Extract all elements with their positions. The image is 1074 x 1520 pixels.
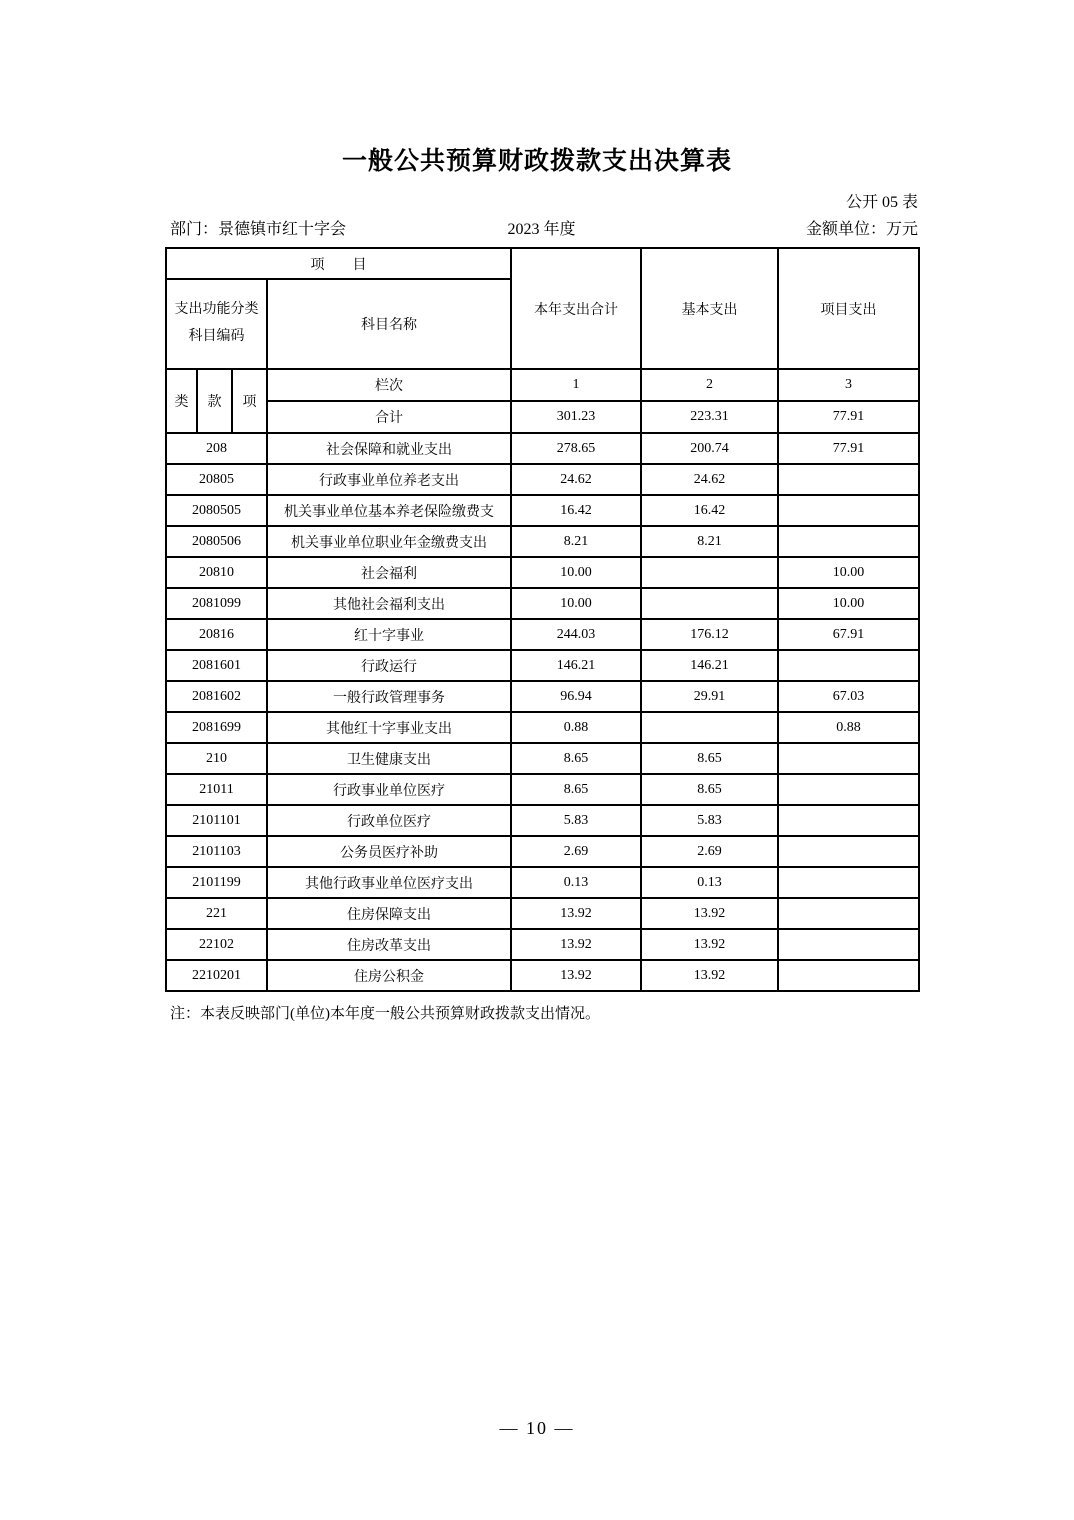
total-expenditure-cell: 2.69: [511, 836, 641, 867]
subject-name-cell: 行政事业单位养老支出: [267, 464, 511, 495]
function-code-cell: 2081699: [166, 712, 267, 743]
basic-expenditure-cell: [641, 712, 778, 743]
table-row: [166, 867, 919, 898]
project-expenditure-cell: [778, 898, 919, 929]
table-row: [166, 929, 919, 960]
basic-expenditure-cell: 5.83: [641, 805, 778, 836]
header-function-code-line1: 支出功能分类: [174, 302, 259, 318]
project-expenditure-cell: [778, 774, 919, 805]
total-expenditure-cell: 13.92: [511, 898, 641, 929]
header-section: 款: [197, 369, 232, 433]
header-project-expenditure: 项目支出: [778, 248, 919, 369]
table-row: [166, 588, 919, 619]
project-expenditure-cell: [778, 929, 919, 960]
total-expenditure-cell: 10.00: [511, 588, 641, 619]
footnote: 注：本表反映部门(单位)本年度一般公共预算财政拨款支出情况。: [170, 1006, 600, 1022]
project-expenditure-cell: [778, 805, 919, 836]
project-expenditure-cell: 10.00: [778, 588, 919, 619]
basic-expenditure-cell: 24.62: [641, 464, 778, 495]
total-expenditure-cell: 8.65: [511, 774, 641, 805]
table-row: [166, 619, 919, 650]
project-expenditure-cell: [778, 867, 919, 898]
total-row: [166, 401, 919, 433]
table-code-label: 公开 05 表: [845, 194, 918, 211]
total-expenditure-cell: 96.94: [511, 681, 641, 712]
function-code-cell: 2081099: [166, 588, 267, 619]
budget-table: [165, 247, 920, 992]
header-item: 项: [232, 369, 267, 433]
project-expenditure-cell: [778, 743, 919, 774]
function-code-cell: 2101103: [166, 836, 267, 867]
function-code-cell: 2210201: [166, 960, 267, 991]
function-code-cell: 2081602: [166, 681, 267, 712]
project-expenditure-cell: 0.88: [778, 712, 919, 743]
function-code-cell: 221: [166, 898, 267, 929]
basic-expenditure-cell: 8.65: [641, 743, 778, 774]
basic-expenditure-cell: 16.42: [641, 495, 778, 526]
subject-name-cell: 行政事业单位医疗: [267, 774, 511, 805]
total-expenditure-cell: 0.88: [511, 712, 641, 743]
function-code-cell: 2080505: [166, 495, 267, 526]
page-title: 一般公共预算财政拨款支出决算表: [341, 147, 732, 175]
subject-name-cell: 行政运行: [267, 650, 511, 681]
function-code-cell: 22102: [166, 929, 267, 960]
table-row: [166, 712, 919, 743]
function-code-cell: 210: [166, 743, 267, 774]
total-label: 合计: [267, 401, 511, 433]
function-code-cell: 20805: [166, 464, 267, 495]
project-expenditure-cell: 67.91: [778, 619, 919, 650]
subject-name-cell: 行政单位医疗: [267, 805, 511, 836]
basic-expenditure-cell: 200.74: [641, 433, 778, 464]
subject-name-cell: 一般行政管理事务: [267, 681, 511, 712]
basic-expenditure-cell: [641, 557, 778, 588]
total-sum-cell: 301.23: [511, 401, 641, 433]
subject-name-cell: 其他红十字事业支出: [267, 712, 511, 743]
total-expenditure-cell: 0.13: [511, 867, 641, 898]
basic-expenditure-cell: 2.69: [641, 836, 778, 867]
table-body: [166, 433, 919, 991]
header-category: 类: [166, 369, 197, 433]
total-basic-cell: 223.31: [641, 401, 778, 433]
table-row: [166, 898, 919, 929]
table-row: [166, 681, 919, 712]
table-row: [166, 774, 919, 805]
table-row: [166, 526, 919, 557]
header-function-code: [166, 279, 267, 369]
function-code-cell: 20810: [166, 557, 267, 588]
basic-expenditure-cell: 0.13: [641, 867, 778, 898]
department-label: 部门：景德镇市红十字会: [170, 221, 347, 238]
total-expenditure-cell: 5.83: [511, 805, 641, 836]
function-code-cell: 2101101: [166, 805, 267, 836]
table-row: [166, 495, 919, 526]
basic-expenditure-cell: 146.21: [641, 650, 778, 681]
fiscal-year-label: 2023 年度: [507, 221, 576, 238]
subject-name-cell: 机关事业单位基本养老保险缴费支: [267, 495, 511, 526]
project-expenditure-cell: 67.03: [778, 681, 919, 712]
total-expenditure-cell: 146.21: [511, 650, 641, 681]
meta-row: [165, 216, 918, 240]
amount-unit-label: 金额单位：万元: [805, 221, 918, 238]
basic-expenditure-cell: 8.65: [641, 774, 778, 805]
project-expenditure-cell: 77.91: [778, 433, 919, 464]
header-basic-expenditure: 基本支出: [641, 248, 778, 369]
table-row: [166, 650, 919, 681]
basic-expenditure-cell: 13.92: [641, 929, 778, 960]
project-expenditure-cell: [778, 836, 919, 867]
basic-expenditure-cell: 8.21: [641, 526, 778, 557]
total-expenditure-cell: 244.03: [511, 619, 641, 650]
subject-name-cell: 红十字事业: [267, 619, 511, 650]
subject-name-cell: 机关事业单位职业年金缴费支出: [267, 526, 511, 557]
table-row: [166, 557, 919, 588]
subject-name-cell: 住房公积金: [267, 960, 511, 991]
subject-name-cell: 社会福利: [267, 557, 511, 588]
total-expenditure-cell: 8.21: [511, 526, 641, 557]
table-row: [166, 836, 919, 867]
header-subject-name: 科目名称: [267, 279, 511, 369]
function-code-cell: 20816: [166, 619, 267, 650]
total-expenditure-cell: 278.65: [511, 433, 641, 464]
header-function-code-line2: 科目编码: [188, 329, 245, 344]
basic-expenditure-cell: 29.91: [641, 681, 778, 712]
basic-expenditure-cell: [641, 588, 778, 619]
basic-expenditure-cell: 176.12: [641, 619, 778, 650]
function-code-cell: 208: [166, 433, 267, 464]
subject-name-cell: 住房改革支出: [267, 929, 511, 960]
subject-name-cell: 卫生健康支出: [267, 743, 511, 774]
header-lane-label: 栏次: [267, 369, 511, 401]
project-expenditure-cell: [778, 650, 919, 681]
project-expenditure-cell: 10.00: [778, 557, 919, 588]
function-code-cell: 2101199: [166, 867, 267, 898]
basic-expenditure-cell: 13.92: [641, 960, 778, 991]
project-expenditure-cell: [778, 464, 919, 495]
subject-name-cell: 其他行政事业单位医疗支出: [267, 867, 511, 898]
header-total-expenditure: 本年支出合计: [511, 248, 641, 369]
function-code-cell: 2081601: [166, 650, 267, 681]
header-row-lanes: [166, 369, 919, 401]
table-row: [166, 433, 919, 464]
function-code-cell: 21011: [166, 774, 267, 805]
page-number: — 10 —: [499, 1418, 575, 1438]
header-row-project: [166, 248, 919, 279]
subject-name-cell: 住房保障支出: [267, 898, 511, 929]
function-code-cell: 2080506: [166, 526, 267, 557]
header-lane-1: 1: [511, 369, 641, 401]
project-expenditure-cell: [778, 526, 919, 557]
header-project: 项 目: [166, 248, 511, 279]
table-row: [166, 464, 919, 495]
total-expenditure-cell: 24.62: [511, 464, 641, 495]
subject-name-cell: 社会保障和就业支出: [267, 433, 511, 464]
table-row: [166, 805, 919, 836]
total-expenditure-cell: 10.00: [511, 557, 641, 588]
subject-name-cell: 其他社会福利支出: [267, 588, 511, 619]
table-row: [166, 960, 919, 991]
total-expenditure-cell: 13.92: [511, 929, 641, 960]
subject-name-cell: 公务员医疗补助: [267, 836, 511, 867]
project-expenditure-cell: [778, 495, 919, 526]
header-lane-3: 3: [778, 369, 919, 401]
total-expenditure-cell: 8.65: [511, 743, 641, 774]
table-row: [166, 743, 919, 774]
header-lane-2: 2: [641, 369, 778, 401]
project-expenditure-cell: [778, 960, 919, 991]
total-project-cell: 77.91: [778, 401, 919, 433]
total-expenditure-cell: 13.92: [511, 960, 641, 991]
total-expenditure-cell: 16.42: [511, 495, 641, 526]
basic-expenditure-cell: 13.92: [641, 898, 778, 929]
